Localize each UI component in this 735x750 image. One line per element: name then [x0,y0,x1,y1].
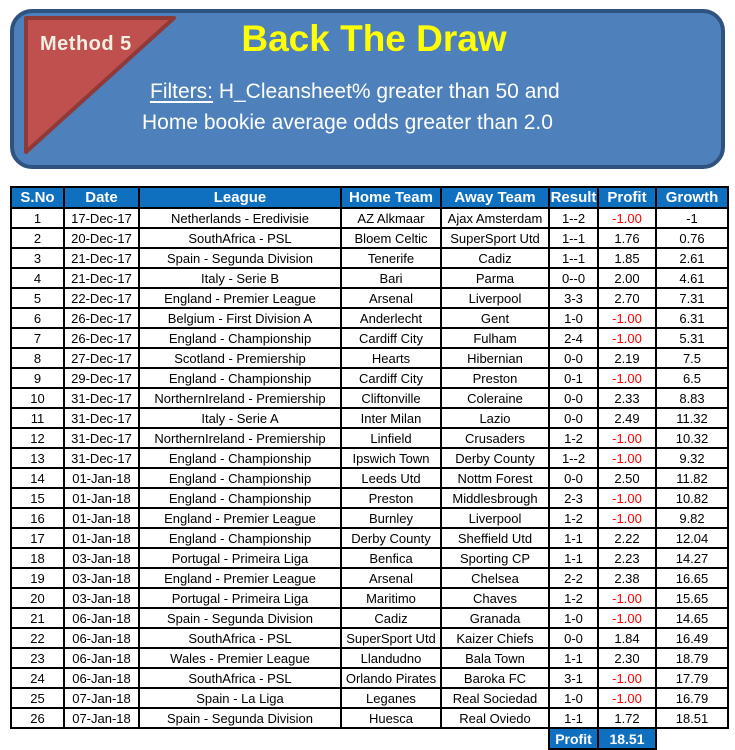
cell-date: 31-Dec-17 [64,428,139,448]
cell-profit: -1.00 [598,588,656,608]
cell-away-team: Chaves [441,588,549,608]
cell-growth: 12.04 [656,528,728,548]
cell-league: England - Premier League [139,288,341,308]
cell-s-no: 20 [11,588,64,608]
cell-profit: 2.50 [598,468,656,488]
cell-growth: 9.32 [656,448,728,468]
cell-home-team: Leeds Utd [341,468,441,488]
table-footer-row [11,728,728,749]
table-header-row [11,187,728,208]
cell-result: 0-0 [549,628,598,648]
cell-profit: -1.00 [598,508,656,528]
cell-away-team: Sporting CP [441,548,549,568]
cell-profit: 1.85 [598,248,656,268]
cell-result: 1-1 [549,708,598,728]
filters-text [142,76,560,138]
cell-result: 1--2 [549,448,598,468]
cell-league: Italy - Serie B [139,268,341,288]
cell-profit: 2.33 [598,388,656,408]
table-row [11,288,728,308]
footer-profit-value: 18.51 [598,728,656,749]
cell-home-team: Orlando Pirates [341,668,441,688]
table-row [11,248,728,268]
cell-growth: 15.65 [656,588,728,608]
cell-s-no: 2 [11,228,64,248]
table-row [11,408,728,428]
footer-spacer-right [656,728,728,749]
cell-s-no: 25 [11,688,64,708]
table-row [11,308,728,328]
cell-growth: 6.31 [656,308,728,328]
column-header-date: Date [64,187,139,208]
cell-result: 0-1 [549,368,598,388]
cell-away-team: Derby County [441,448,549,468]
cell-growth: 7.5 [656,348,728,368]
column-header-result: Result [550,189,597,206]
cell-home-team: Cadiz [341,608,441,628]
cell-away-team: Gent [441,308,549,328]
cell-result: 0--0 [549,268,598,288]
cell-league: NorthernIreland - Premiership [139,428,341,448]
cell-result: 1-1 [549,648,598,668]
cell-date: 31-Dec-17 [64,408,139,428]
cell-s-no: 15 [11,488,64,508]
cell-home-team: Hearts [341,348,441,368]
cell-growth: 18.51 [656,708,728,728]
cell-s-no: 12 [11,428,64,448]
cell-s-no: 19 [11,568,64,588]
cell-s-no: 11 [11,408,64,428]
cell-date: 01-Jan-18 [64,528,139,548]
cell-profit: -1.00 [598,488,656,508]
cell-away-team: Liverpool [441,288,549,308]
cell-date: 17-Dec-17 [64,208,139,228]
table-row [11,388,728,408]
cell-league: England - Championship [139,328,341,348]
cell-league: England - Championship [139,448,341,468]
table-row [11,328,728,348]
cell-away-team: Ajax Amsterdam [441,208,549,228]
cell-profit: 2.22 [598,528,656,548]
cell-result: 1-0 [549,688,598,708]
table-row [11,688,728,708]
cell-profit: -1.00 [598,448,656,468]
cell-growth: 11.32 [656,408,728,428]
cell-date: 26-Dec-17 [64,308,139,328]
cell-home-team: Bloem Celtic [341,228,441,248]
cell-away-team: Granada [441,608,549,628]
cell-date: 01-Jan-18 [64,488,139,508]
cell-away-team: Coleraine [441,388,549,408]
table-row [11,668,728,688]
cell-s-no: 14 [11,468,64,488]
cell-result: 2-3 [549,488,598,508]
cell-result: 2-4 [549,328,598,348]
cell-result: 1--1 [549,248,598,268]
cell-s-no: 22 [11,628,64,648]
results-table [10,186,729,750]
footer-spacer [11,728,549,749]
cell-league: Spain - Segunda Division [139,708,341,728]
cell-league: England - Championship [139,528,341,548]
cell-result: 1--1 [549,228,598,248]
cell-home-team: Cardiff City [341,368,441,388]
cell-date: 22-Dec-17 [64,288,139,308]
table-row [11,348,728,368]
cell-away-team: SuperSport Utd [441,228,549,248]
cell-date: 03-Jan-18 [64,568,139,588]
cell-profit: 2.49 [598,408,656,428]
cell-growth: 16.49 [656,628,728,648]
cell-growth: 18.79 [656,648,728,668]
cell-home-team: Arsenal [341,288,441,308]
cell-away-team: Real Oviedo [441,708,549,728]
cell-away-team: Chelsea [441,568,549,588]
cell-growth: 16.79 [656,688,728,708]
page-title: Back The Draw [241,18,507,59]
cell-date: 07-Jan-18 [64,688,139,708]
cell-growth: 2.61 [656,248,728,268]
cell-result: 1-2 [549,428,598,448]
cell-away-team: Preston [441,368,549,388]
cell-result: 3-1 [549,668,598,688]
cell-away-team: Hibernian [441,348,549,368]
cell-home-team: Huesca [341,708,441,728]
cell-league: England - Championship [139,488,341,508]
cell-league: England - Championship [139,468,341,488]
cell-away-team: Kaizer Chiefs [441,628,549,648]
cell-growth: 10.82 [656,488,728,508]
cell-date: 21-Dec-17 [64,248,139,268]
cell-growth: 9.82 [656,508,728,528]
table-row [11,608,728,628]
cell-league: Spain - Segunda Division [139,608,341,628]
cell-s-no: 23 [11,648,64,668]
cell-league: England - Premier League [139,568,341,588]
cell-away-team: Baroka FC [441,668,549,688]
cell-home-team: SuperSport Utd [341,628,441,648]
cell-away-team: Bala Town [441,648,549,668]
cell-growth: 11.82 [656,468,728,488]
cell-s-no: 7 [11,328,64,348]
table-row [11,588,728,608]
cell-date: 31-Dec-17 [64,388,139,408]
cell-growth: 8.83 [656,388,728,408]
method-label: Method 5 [40,33,132,55]
cell-s-no: 26 [11,708,64,728]
table-row [11,228,728,248]
cell-s-no: 24 [11,668,64,688]
filters-line1-rest: H_Cleansheet% greater than 50 and [213,80,560,103]
table-row [11,508,728,528]
cell-home-team: Maritimo [341,588,441,608]
cell-home-team: Anderlecht [341,308,441,328]
cell-growth: 17.79 [656,668,728,688]
cell-s-no: 8 [11,348,64,368]
cell-profit: -1.00 [598,608,656,628]
column-header-growth: Growth [656,187,728,208]
cell-home-team: Cliftonville [341,388,441,408]
cell-growth: 4.61 [656,268,728,288]
cell-home-team: Cardiff City [341,328,441,348]
cell-away-team: Real Sociedad [441,688,549,708]
cell-home-team: Ipswich Town [341,448,441,468]
cell-home-team: Llandudno [341,648,441,668]
footer-profit-label: Profit [549,728,598,749]
cell-s-no: 6 [11,308,64,328]
cell-date: 06-Jan-18 [64,628,139,648]
cell-home-team: Derby County [341,528,441,548]
table-row [11,368,728,388]
filters-label: Filters: [150,80,213,103]
cell-date: 31-Dec-17 [64,448,139,468]
cell-growth: 5.31 [656,328,728,348]
cell-result: 1-0 [549,308,598,328]
cell-league: Scotland - Premiership [139,348,341,368]
cell-s-no: 4 [11,268,64,288]
cell-profit: -1.00 [598,368,656,388]
cell-league: SouthAfrica - PSL [139,228,341,248]
cell-s-no: 9 [11,368,64,388]
cell-result: 0-0 [549,388,598,408]
cell-home-team: Tenerife [341,248,441,268]
cell-profit: 2.00 [598,268,656,288]
cell-date: 21-Dec-17 [64,268,139,288]
column-header-s-no: S.No [11,187,64,208]
column-header-league: League [139,187,341,208]
table-row [11,708,728,728]
cell-profit: 2.70 [598,288,656,308]
cell-s-no: 18 [11,548,64,568]
cell-s-no: 3 [11,248,64,268]
cell-away-team: Liverpool [441,508,549,528]
cell-result: 3-3 [549,288,598,308]
cell-growth: 6.5 [656,368,728,388]
cell-result: 1-2 [549,588,598,608]
cell-league: SouthAfrica - PSL [139,628,341,648]
cell-s-no: 13 [11,448,64,468]
cell-home-team: Linfield [341,428,441,448]
table-row [11,428,728,448]
cell-profit: 2.23 [598,548,656,568]
table-row [11,468,728,488]
cell-profit: 1.84 [598,628,656,648]
cell-profit: -1.00 [598,428,656,448]
cell-result: 0-0 [549,348,598,368]
column-header-profit: Profit [598,187,656,208]
cell-s-no: 16 [11,508,64,528]
cell-away-team: Lazio [441,408,549,428]
cell-growth: 7.31 [656,288,728,308]
cell-away-team: Cadiz [441,248,549,268]
cell-result: 1--2 [549,208,598,228]
cell-away-team: Fulham [441,328,549,348]
cell-result: 1-1 [549,548,598,568]
table-row [11,448,728,468]
cell-date: 03-Jan-18 [64,548,139,568]
cell-date: 27-Dec-17 [64,348,139,368]
cell-profit: 1.76 [598,228,656,248]
cell-result: 0-0 [549,408,598,428]
table-row [11,488,728,508]
cell-league: Belgium - First Division A [139,308,341,328]
cell-home-team: Leganes [341,688,441,708]
cell-growth: 0.76 [656,228,728,248]
cell-league: Spain - La Liga [139,688,341,708]
cell-home-team: Burnley [341,508,441,528]
cell-league: England - Premier League [139,508,341,528]
table-row [11,268,728,288]
cell-profit: -1.00 [598,688,656,708]
cell-home-team: AZ Alkmaar [341,208,441,228]
cell-s-no: 1 [11,208,64,228]
cell-league: Portugal - Primeira Liga [139,588,341,608]
cell-home-team: Inter Milan [341,408,441,428]
cell-home-team: Preston [341,488,441,508]
cell-date: 29-Dec-17 [64,368,139,388]
cell-away-team: Parma [441,268,549,288]
table-row [11,628,728,648]
cell-result: 2-2 [549,568,598,588]
table-row [11,528,728,548]
cell-date: 06-Jan-18 [64,648,139,668]
cell-s-no: 17 [11,528,64,548]
cell-date: 01-Jan-18 [64,468,139,488]
cell-growth: 16.65 [656,568,728,588]
cell-away-team: Sheffield Utd [441,528,549,548]
cell-away-team: Nottm Forest [441,468,549,488]
cell-growth: 10.32 [656,428,728,448]
cell-growth: 14.65 [656,608,728,628]
cell-date: 26-Dec-17 [64,328,139,348]
cell-league: Netherlands - Eredivisie [139,208,341,228]
filters-line-1 [142,76,560,107]
cell-profit: 2.19 [598,348,656,368]
cell-growth: 14.27 [656,548,728,568]
cell-result: 1-1 [549,528,598,548]
cell-result: 1-2 [549,508,598,528]
cell-profit: -1.00 [598,308,656,328]
cell-home-team: Arsenal [341,568,441,588]
cell-result: 0-0 [549,468,598,488]
filters-line-2: Home bookie average odds greater than 2.0 [142,111,553,134]
cell-s-no: 5 [11,288,64,308]
cell-s-no: 21 [11,608,64,628]
cell-profit: 2.30 [598,648,656,668]
cell-date: 07-Jan-18 [64,708,139,728]
cell-league: Wales - Premier League [139,648,341,668]
cell-league: England - Championship [139,368,341,388]
cell-result: 1-0 [549,608,598,628]
cell-home-team: Bari [341,268,441,288]
column-header-away-team: Away Team [441,187,549,208]
cell-league: SouthAfrica - PSL [139,668,341,688]
cell-date: 06-Jan-18 [64,608,139,628]
cell-away-team: Middlesbrough [441,488,549,508]
table-row [11,568,728,588]
cell-profit: -1.00 [598,208,656,228]
cell-date: 01-Jan-18 [64,508,139,528]
cell-s-no: 10 [11,388,64,408]
header-banner [10,9,725,169]
cell-away-team: Crusaders [441,428,549,448]
cell-date: 06-Jan-18 [64,668,139,688]
table-row [11,208,728,228]
cell-profit: 1.72 [598,708,656,728]
cell-date: 03-Jan-18 [64,588,139,608]
cell-home-team: Benfica [341,548,441,568]
cell-league: Spain - Segunda Division [139,248,341,268]
cell-profit: 2.38 [598,568,656,588]
cell-league: NorthernIreland - Premiership [139,388,341,408]
cell-profit: -1.00 [598,328,656,348]
cell-growth: -1 [656,208,728,228]
table-row [11,548,728,568]
column-header-home-team: Home Team [341,187,441,208]
cell-date: 20-Dec-17 [64,228,139,248]
cell-profit: -1.00 [598,668,656,688]
table-row [11,648,728,668]
cell-league: Portugal - Primeira Liga [139,548,341,568]
cell-league: Italy - Serie A [139,408,341,428]
